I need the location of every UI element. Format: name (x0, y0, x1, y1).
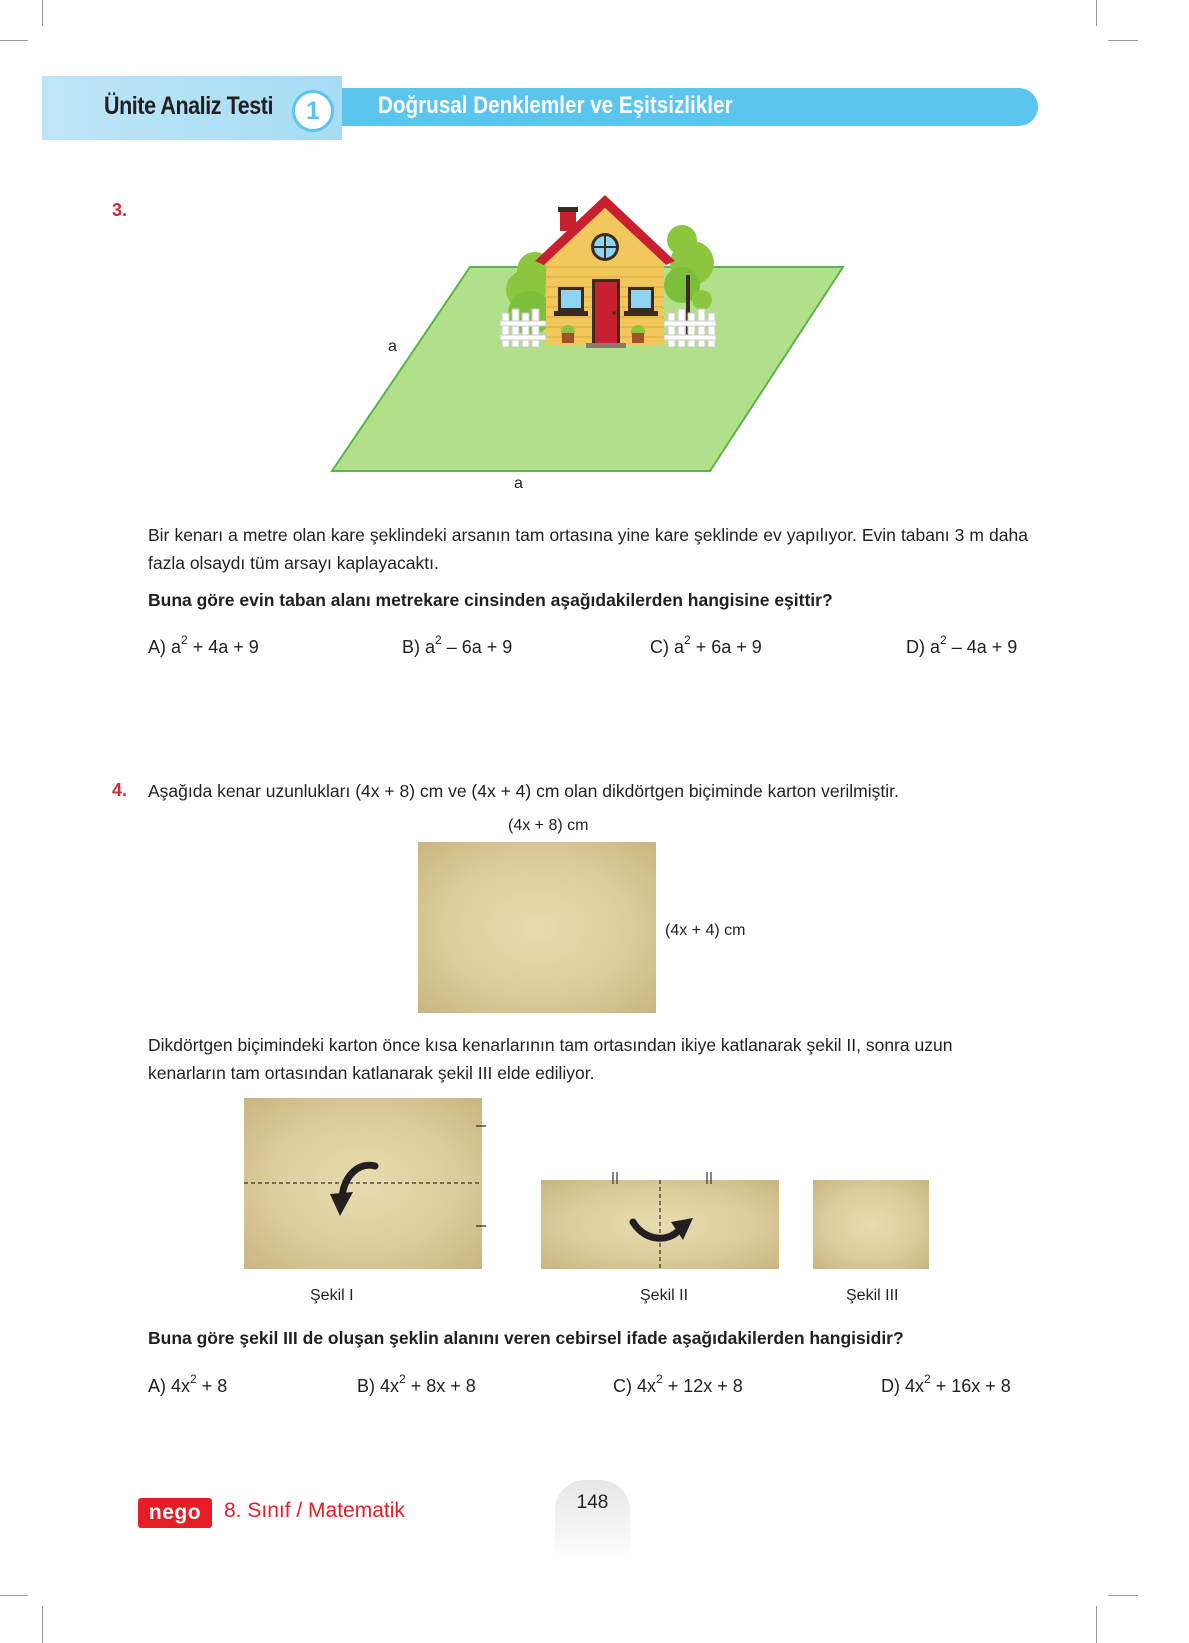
option-base: 4x (171, 1376, 191, 1396)
house-icon (500, 195, 716, 348)
fold-arrow-icon (633, 1218, 693, 1240)
option-base: 4x (380, 1376, 400, 1396)
footer-subject: 8. Sınıf / Matematik (224, 1499, 405, 1522)
option-base: 4x (905, 1376, 925, 1396)
option-exponent: 2 (190, 1372, 197, 1386)
cardboard-top-label: (4x + 8) cm (508, 817, 589, 834)
option-base: a (674, 637, 685, 657)
option-rest: + 8 (201, 1376, 228, 1396)
option-base: 4x (637, 1376, 657, 1396)
land-house-figure (330, 195, 850, 495)
option-exponent: 2 (181, 633, 188, 647)
unit-title: Ünite Analiz Testi (104, 92, 274, 120)
question-4-option-b[interactable] (357, 1372, 476, 1397)
option-letter: C) (613, 1376, 632, 1396)
option-exponent: 2 (924, 1372, 931, 1386)
cardboard-rectangle (418, 842, 656, 1013)
question-4-option-c[interactable] (613, 1372, 743, 1397)
option-exponent: 2 (435, 633, 442, 647)
question-3-option-a[interactable] (148, 633, 259, 658)
option-exponent: 2 (656, 1372, 663, 1386)
question-3-option-b[interactable] (402, 633, 513, 658)
section-title: Doğrusal Denklemler ve Eşitsizlikler (378, 92, 733, 119)
option-letter: D) (906, 637, 925, 657)
midpoint-tick (613, 1172, 617, 1184)
question-4-option-a[interactable] (148, 1372, 228, 1397)
question-3-option-d[interactable] (906, 633, 1018, 658)
option-letter: A) (148, 637, 166, 657)
crop-mark (1108, 40, 1138, 41)
side-label-a-left: a (388, 338, 397, 355)
crop-mark (0, 1595, 28, 1596)
figure-3-cardboard (813, 1180, 929, 1269)
fold-arrow-icon (330, 1165, 375, 1216)
crop-mark (42, 0, 43, 26)
option-letter: A) (148, 1376, 166, 1396)
option-rest: + 12x + 8 (667, 1376, 743, 1396)
unit-number-badge (292, 90, 334, 132)
question-3-option-c[interactable] (650, 633, 762, 658)
side-label-a-bottom: a (514, 475, 523, 492)
midpoint-tick (707, 1172, 711, 1184)
question-3-number: 3. (112, 200, 128, 220)
crop-mark (1096, 1606, 1097, 1643)
question-3-paragraph: Bir kenarı a metre olan kare şeklindeki arsanın tam ortasına yine kare şeklinde ev yapılıyor. Evin tabanı 3 m daha fazla olsaydı tüm arsayı kaplayacaktı. (148, 525, 1028, 573)
figure-1-fold-overlay (240, 1098, 500, 1273)
crop-mark (0, 40, 28, 41)
option-exponent: 2 (399, 1372, 406, 1386)
publisher-logo: nego (138, 1498, 212, 1528)
figure-2-label: Şekil II (640, 1287, 689, 1304)
option-rest: + 4a + 9 (192, 637, 259, 657)
option-letter: B) (402, 637, 420, 657)
question-4-option-d[interactable] (881, 1372, 1011, 1397)
crop-mark (1096, 0, 1097, 26)
question-4-number: 4. (112, 780, 128, 800)
option-rest: + 16x + 8 (935, 1376, 1011, 1396)
crop-mark (1108, 1595, 1138, 1596)
option-rest: + 8x + 8 (410, 1376, 476, 1396)
question-4-intro: Aşağıda kenar uzunlukları (4x + 8) cm ve (4x + 4) cm olan dikdörtgen biçiminde karton verilmiştir. (148, 781, 899, 801)
option-letter: C) (650, 637, 669, 657)
option-exponent: 2 (684, 633, 691, 647)
option-base: a (425, 637, 436, 657)
option-rest: + 6a + 9 (695, 637, 762, 657)
unit-number: 1 (306, 96, 320, 125)
figure-2-fold-overlay (541, 1166, 781, 1278)
question-4-paragraph: Dikdörtgen biçimindeki karton önce kısa kenarlarının tam ortasından ikiye katlanarak şekil II, sonra uzun kenarların tam ortasından katlanarak şekil III elde ediliyor. (148, 1035, 953, 1083)
cardboard-side-label: (4x + 4) cm (665, 922, 746, 939)
option-rest: – 6a + 9 (446, 637, 513, 657)
option-base: a (171, 637, 182, 657)
option-letter: D) (881, 1376, 900, 1396)
question-3-prompt: Buna göre evin taban alanı metrekare cinsinden aşağıdakilerden hangisine eşittir? (148, 590, 833, 610)
option-exponent: 2 (940, 633, 947, 647)
figure-1-label: Şekil I (310, 1287, 354, 1304)
option-base: a (930, 637, 941, 657)
option-rest: – 4a + 9 (951, 637, 1018, 657)
page-number: 148 (576, 1492, 609, 1513)
option-letter: B) (357, 1376, 375, 1396)
question-4-prompt: Buna göre şekil III de oluşan şeklin alanını veren cebirsel ifade aşağıdakilerden hangisidir? (148, 1328, 904, 1348)
crop-mark (42, 1606, 43, 1643)
figure-3-label: Şekil III (846, 1287, 899, 1304)
